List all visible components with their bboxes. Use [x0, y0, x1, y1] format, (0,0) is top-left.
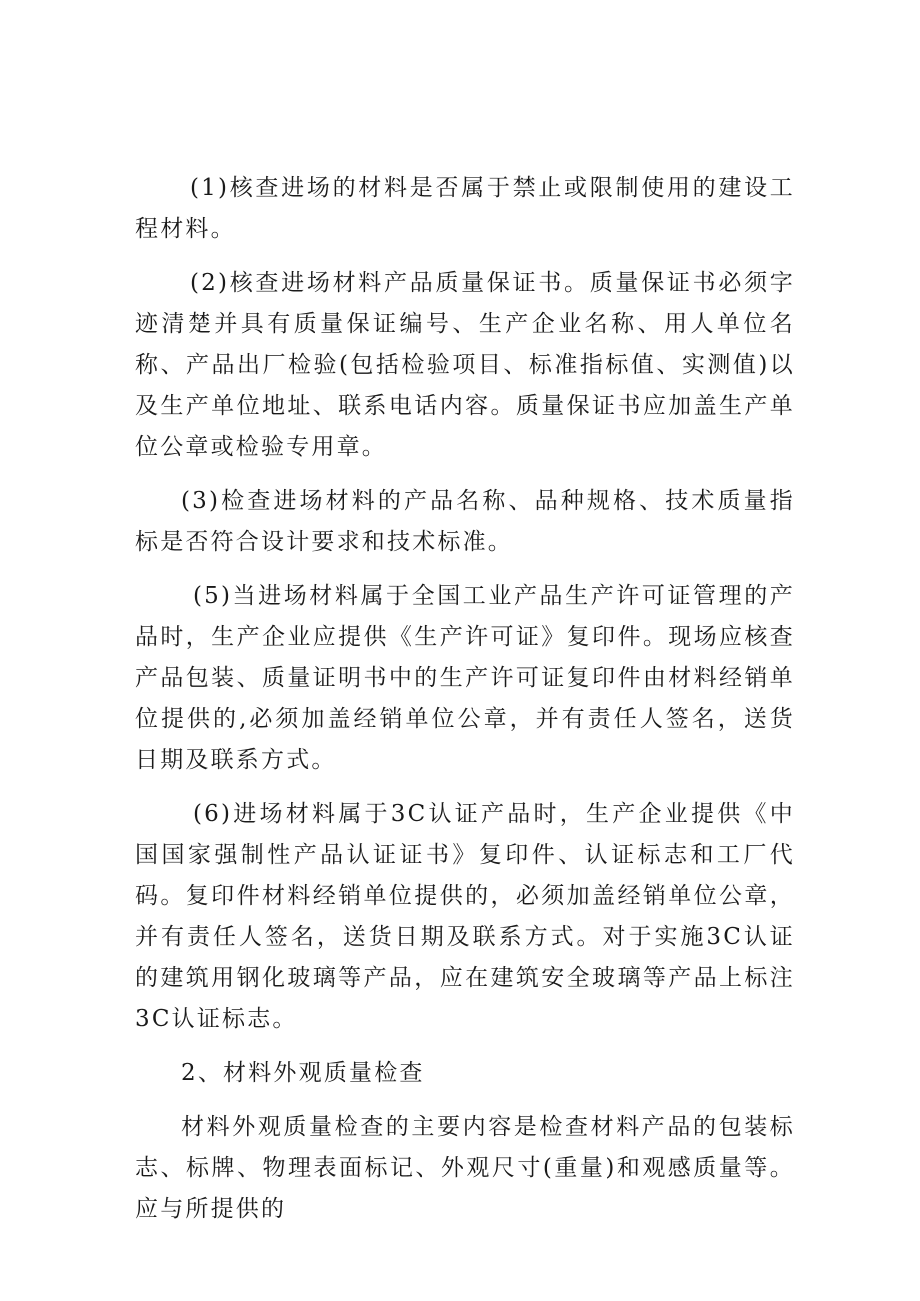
paragraph-item-1: (1)核查进场的材料是否属于禁止或限制使用的建设工程材料。 — [135, 175, 795, 242]
paragraph-item-2: (2)核查进场材料产品质量保证书。质量保证书必须字迹清楚并具有质量保证编号、生产企业名称、用人单位名称、产品出厂检验(包括检验项目、标准指标值、实测值)以及生产单位地址、联系电话内容。质量保证书应加盖生产单位公章或检验专用章。 — [135, 270, 795, 460]
paragraph-item-6: (6)进场材料属于3C认证产品时，生产企业提供《中国国家强制性产品认证证书》复印件、认证标志和工厂代码。复印件材料经销单位提供的，必须加盖经销单位公章，并有责任人签名，送货日期及联系方式。对于实施3C认证的建筑用钢化玻璃等产品，应在建筑安全玻璃等产品上标注3C认证标志。 — [135, 801, 795, 1032]
paragraph-item-5: (5)当进场材料属于全国工业产品生产许可证管理的产品时，生产企业应提供《生产许可证》复印件。现场应核查产品包装、质量证明书中的生产许可证复印件由材料经销单位提供的,必须加盖经销单位公章，并有责任人签名，送货日期及联系方式。 — [135, 583, 795, 773]
paragraph-item-3: (3)检查进场材料的产品名称、品种规格、技术质量指标是否符合设计要求和技术标准。 — [135, 488, 795, 555]
document-body — [135, 168, 795, 1243]
section-heading: 2、材料外观质量检查 — [181, 1060, 425, 1086]
closing-paragraph: 材料外观质量检查的主要内容是检查材料产品的包装标志、标牌、物理表面标记、外观尺寸(重量)和观感质量等。应与所提供的 — [135, 1114, 795, 1222]
